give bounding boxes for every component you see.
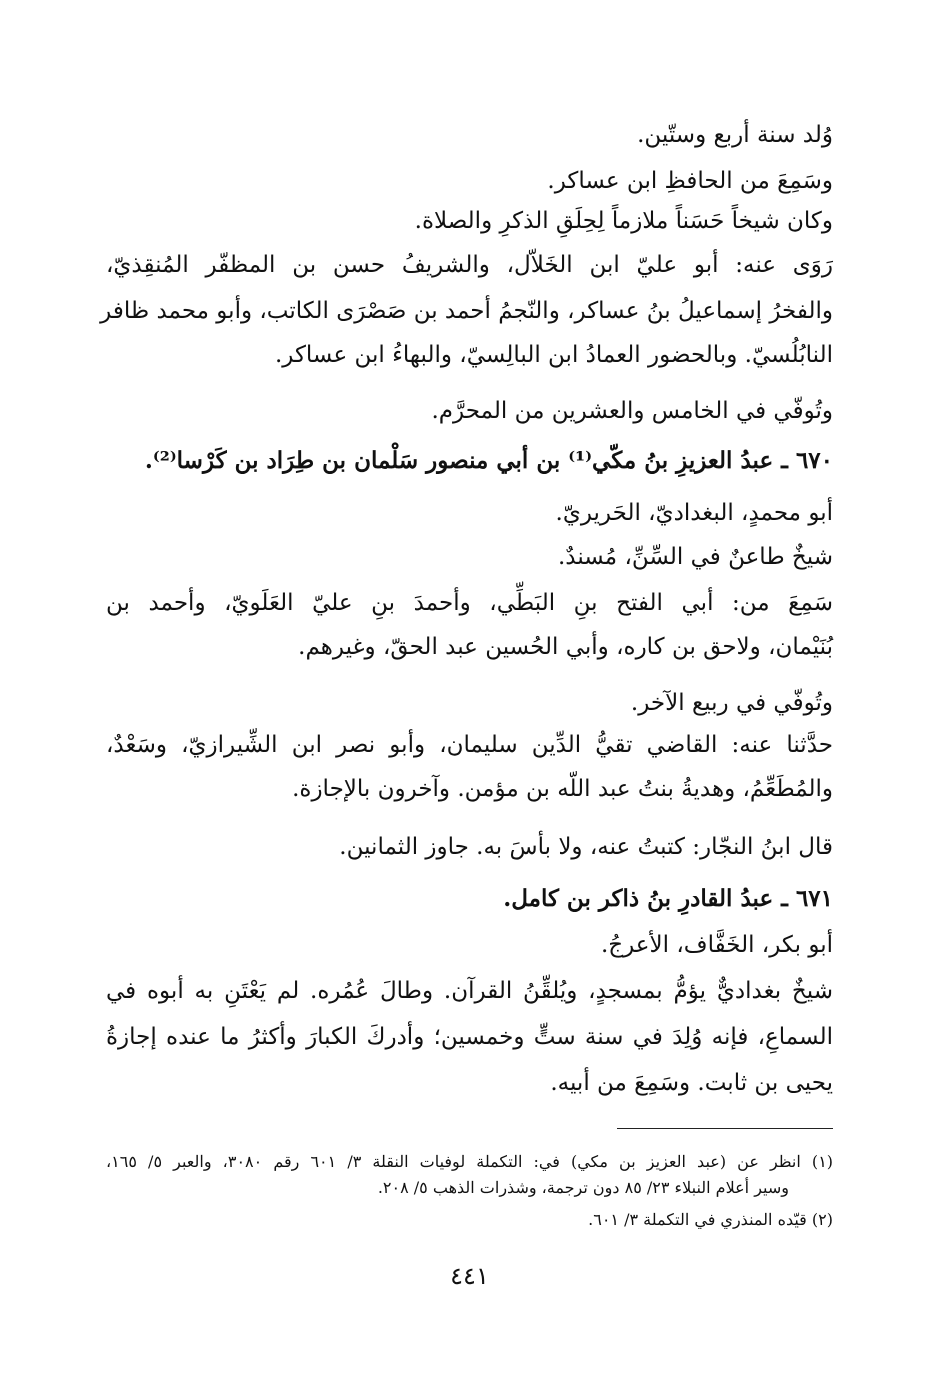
footnote-separator [617, 1128, 833, 1129]
text-line: والمُطَعِّمُ، وهديةُ بنتُ عبد اللّه بن مؤمن. وآخرون بالإجازة. [292, 776, 833, 802]
text-line: أبو محمدٍ، البغداديّ، الحَريريّ. [555, 500, 833, 526]
text-line: حدَّثنا عنه: القاضي تقيُّ الدِّين سليمان، وأبو نصر ابن الشِّيرازيّ، وسَعْدٌ، [106, 732, 833, 758]
text-line: وتُوفّي في ربيع الآخر. [630, 690, 833, 716]
footnote-2: (٢) قيّده المنذري في التكملة ٣/ ٦٠١. [588, 1210, 833, 1229]
text-line: شيخٌ بغداديٌّ يؤمُّ بمسجدٍ، ويُلقِّنُ القرآن. وطالَ عُمُره. لم يَعْتَنِ به أبوه في [106, 978, 833, 1004]
text-line: شيخٌ طاعنٌ في السِّنِّ، مُسندٌ. [557, 544, 833, 570]
text-line: وُلد سنة أربع وستّين. [637, 122, 833, 148]
page-number: ٤٤١ [450, 1262, 489, 1290]
text-line: أبو بكر، الخَفَّاف، الأعرجُ. [600, 932, 833, 958]
text-line: السماعِ، فإنه وُلِدَ في سنة ستٍّ وخمسين؛ وأدركَ الكبارَ وأكثرُ ما عنده إجازةُ [106, 1024, 833, 1050]
text-line: وكان شيخاً حَسَناً ملازماً لِحِلَقِ الذكرِ والصلاة. [414, 208, 833, 234]
text-line: يحيى بن ثابت. وسَمِعَ من أبيه. [550, 1070, 833, 1096]
footnote-1: (١) انظر عن (عبد العزيز بن مكي) في: التكملة لوفيات النقلة ٣/ ٦٠١ رقم ٣٠٨٠، والعبر ٥/ ١٦٥، [106, 1152, 834, 1171]
text-line: قال ابنُ النجّار: كتبتُ عنه، ولا بأسَ به. جاوز الثمانين. [339, 834, 833, 860]
text-line: النابُلُسيّ. وبالحضور العمادُ ابن البالِسيّ، والبهاءُ ابن عساكر. [274, 342, 833, 368]
text-line: سَمِعَ من: أبي الفتح بنِ البَطِّي، وأحمدَ بنِ عليّ العَلَويّ، وأحمد بن [106, 590, 833, 616]
text-line: وتُوفّي في الخامس والعشرين من المحرَّم. [431, 398, 833, 424]
entry-heading-671: ٦٧١ ـ عبدُ القادرِ بنُ ذاكر بن كامل. [503, 885, 833, 912]
text-line: وسَمِعَ من الحافظِ ابن عساكر. [547, 168, 833, 194]
text-line: رَوَى عنه: أبو عليّ ابن الخَلاّل، والشريفُ حسن بن المظفّر المُنقِذيّ، [106, 252, 833, 278]
footnote-1-continuation: وسير أعلام النبلاء ٢٣/ ٨٥ دون ترجمة، وشذرات الذهب ٥/ ٢٠٨. [377, 1178, 789, 1197]
entry-heading-670: ٦٧٠ ـ عبدُ العزيزِ بنُ مكّي⁽¹⁾ بن أبي منصور سَلْمان بن طِرَاد بن كَرْسا⁽²⁾. [144, 447, 833, 474]
text-line: بُنَيْمان، ولاحق بن كاره، وأبي الحُسين عبد الحقّ، وغيرهم. [298, 634, 833, 660]
text-line: والفخرُ إسماعيلُ بنُ عساكر، والنّجمُ أحمد بن صَصْرَى الكاتب، وأبو محمد ظافر [100, 298, 833, 324]
